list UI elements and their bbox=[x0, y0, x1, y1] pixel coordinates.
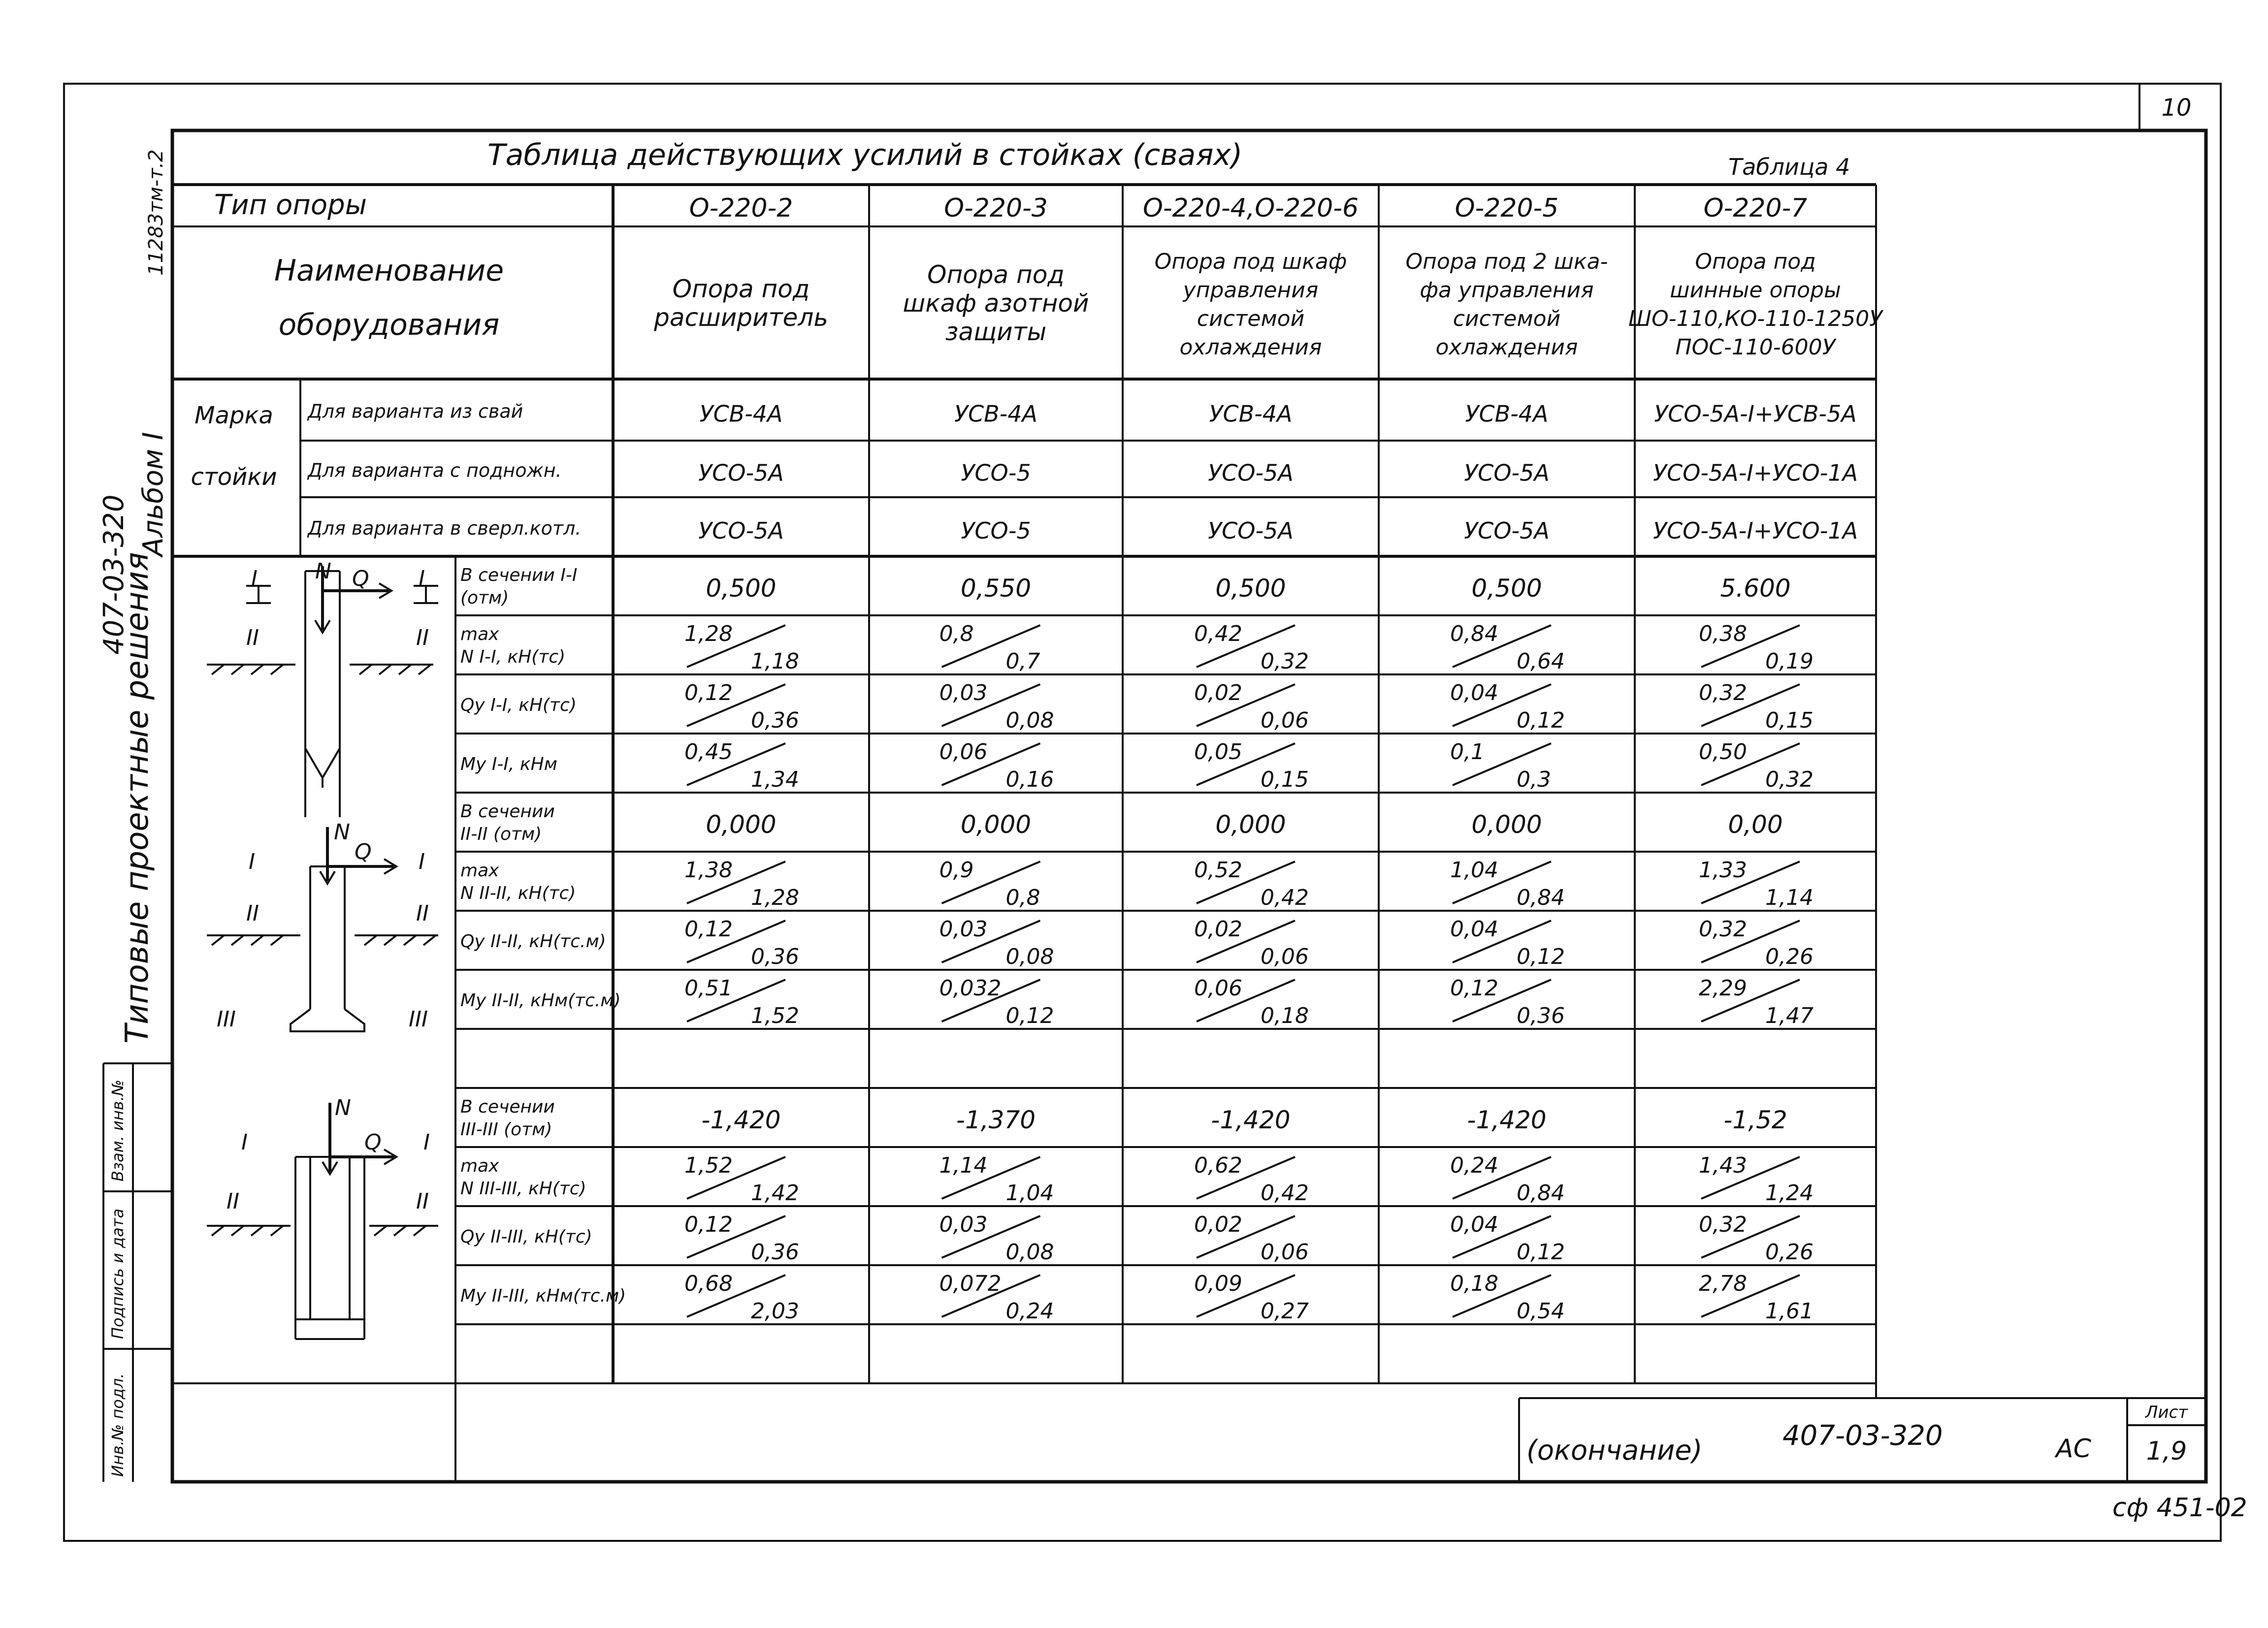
fraction-upper: 1,28 bbox=[684, 621, 733, 646]
type-header-label: Тип опоры bbox=[214, 189, 367, 221]
equipment-0: расширитель bbox=[654, 303, 828, 332]
parameter-label: max bbox=[460, 624, 499, 644]
fraction-upper: 0,42 bbox=[1194, 621, 1242, 646]
fraction-lower: 0,18 bbox=[1261, 1003, 1309, 1028]
parameter-label: (отм) bbox=[460, 588, 509, 608]
marka-value: УСО-5 bbox=[961, 517, 1031, 544]
equipment-header-label: Наименование bbox=[274, 254, 504, 288]
section-elevation: -1,420 bbox=[1211, 1106, 1291, 1134]
fraction-lower: 1,24 bbox=[1765, 1181, 1814, 1206]
fraction-upper: 0,032 bbox=[939, 976, 1002, 1001]
fraction-lower: 0,15 bbox=[1261, 767, 1309, 792]
fraction-lower: 1,47 bbox=[1765, 1003, 1814, 1028]
parameter-label: Mу II-II, кНм(тс.м) bbox=[460, 990, 621, 1011]
fraction-upper: 0,06 bbox=[939, 739, 988, 765]
fraction-lower: 0,06 bbox=[1261, 944, 1309, 969]
fraction-upper: 0,072 bbox=[939, 1271, 1002, 1296]
stamp-label-2: Подпись и дата bbox=[108, 1208, 127, 1339]
section-mark-ii: II bbox=[246, 901, 259, 926]
fraction-lower: 0,12 bbox=[1005, 1003, 1054, 1028]
parameter-label: Mу II-III, кНм(тс.м) bbox=[460, 1286, 626, 1306]
fraction-lower: 1,18 bbox=[751, 649, 799, 674]
marka-variant-label: Для варианта с подножн. bbox=[308, 459, 562, 481]
fraction-upper: 0,02 bbox=[1194, 917, 1242, 942]
equipment-2: системой bbox=[1197, 306, 1305, 331]
fraction-lower: 0,15 bbox=[1765, 708, 1814, 733]
fraction-upper: 0,50 bbox=[1699, 739, 1747, 765]
marka-value: УСО-5А bbox=[1464, 517, 1550, 544]
fraction-upper: 0,8 bbox=[939, 621, 974, 646]
fraction-upper: 0,12 bbox=[684, 680, 733, 705]
fraction-upper: 0,04 bbox=[1450, 917, 1498, 942]
project-number: 407-03-320 bbox=[98, 494, 130, 655]
fraction-lower: 1,14 bbox=[1765, 885, 1814, 910]
fraction-lower: 0,42 bbox=[1261, 1181, 1309, 1206]
fraction-upper: 1,33 bbox=[1699, 858, 1747, 883]
parameter-label: N III-III, кН(тс) bbox=[460, 1179, 586, 1199]
parameter-label: Qу I-I, кН(тс) bbox=[460, 695, 577, 715]
fraction-upper: 2,78 bbox=[1699, 1271, 1747, 1296]
fraction-upper: 0,12 bbox=[1450, 976, 1498, 1001]
fraction-lower: 0,27 bbox=[1261, 1299, 1309, 1324]
section-elevation: -1,420 bbox=[701, 1106, 781, 1134]
section-mark-ii-right: II bbox=[416, 625, 429, 650]
marka-variant-label: Для варианта из свай bbox=[308, 400, 523, 422]
section-mark-i-right: I bbox=[423, 1130, 430, 1155]
section-mark-ii: II bbox=[246, 625, 259, 650]
fraction-upper: 0,12 bbox=[684, 917, 733, 942]
section-elevation: -1,370 bbox=[956, 1106, 1036, 1134]
diagram-section-2 bbox=[207, 827, 438, 1031]
fraction-lower: 0,7 bbox=[1005, 649, 1040, 674]
diagram-section-1 bbox=[207, 566, 438, 817]
title-note: (окончание) bbox=[1526, 1435, 1703, 1467]
type-1: О-220-3 bbox=[944, 193, 1048, 223]
section-elevation: 0,000 bbox=[706, 810, 777, 839]
fraction-upper: 0,9 bbox=[939, 858, 974, 883]
force-n-label: N bbox=[335, 1095, 351, 1120]
section-elevation: 0,000 bbox=[960, 810, 1032, 839]
outer-frame bbox=[64, 84, 2221, 1541]
section-elevation: 0,550 bbox=[960, 574, 1032, 603]
fraction-lower: 0,08 bbox=[1005, 944, 1054, 969]
fraction-lower: 0,84 bbox=[1517, 1181, 1565, 1206]
fraction-upper: 0,24 bbox=[1450, 1153, 1498, 1178]
fraction-lower: 0,08 bbox=[1005, 1240, 1054, 1265]
table-title: Таблица действующих усилий в стойках (сваях) bbox=[487, 138, 1243, 172]
parameter-label: max bbox=[460, 861, 499, 881]
equipment-3: охлаждения bbox=[1435, 335, 1578, 360]
section-elevation: 0,500 bbox=[706, 574, 777, 603]
equipment-2: Опора под шкаф bbox=[1154, 249, 1347, 274]
section-elevation: 5.600 bbox=[1720, 574, 1791, 603]
fraction-lower: 0,3 bbox=[1517, 767, 1551, 792]
equipment-4: ПОС-110-600У bbox=[1675, 335, 1836, 360]
sheet-number: 1,9 bbox=[2146, 1436, 2187, 1466]
equipment-header-label: оборудования bbox=[278, 308, 500, 342]
parameter-label: В сечении bbox=[460, 801, 555, 822]
fraction-lower: 0,26 bbox=[1765, 1240, 1814, 1265]
fraction-lower: 0,19 bbox=[1765, 649, 1814, 674]
fraction-lower: 0,36 bbox=[1517, 1003, 1565, 1028]
marka-value: УСО-5 bbox=[961, 459, 1031, 486]
marka-label: Марка bbox=[194, 402, 273, 429]
parameter-label: N I-I, кН(тс) bbox=[460, 647, 566, 667]
section-elevation: -1,52 bbox=[1723, 1106, 1787, 1134]
fraction-lower: 0,84 bbox=[1517, 885, 1565, 910]
equipment-2: управления bbox=[1183, 278, 1319, 303]
equipment-1: Опора под bbox=[927, 260, 1065, 289]
section-elevation: 0,00 bbox=[1728, 810, 1783, 839]
type-4: О-220-7 bbox=[1703, 193, 1808, 223]
force-q-label: Q bbox=[352, 566, 369, 591]
title-doc-number: 407-03-320 bbox=[1782, 1420, 1943, 1452]
fraction-upper: 0,62 bbox=[1194, 1153, 1242, 1178]
fraction-upper: 1,04 bbox=[1450, 858, 1498, 883]
fraction-lower: 0,54 bbox=[1517, 1299, 1565, 1324]
equipment-3: Опора под 2 шка- bbox=[1405, 249, 1608, 274]
equipment-1: защиты bbox=[945, 318, 1047, 346]
fraction-upper: 0,06 bbox=[1194, 976, 1242, 1001]
section-elevation: 0,000 bbox=[1471, 810, 1542, 839]
force-n-label: N bbox=[315, 559, 331, 584]
fraction-lower: 0,12 bbox=[1517, 1240, 1565, 1265]
fraction-lower: 2,03 bbox=[751, 1299, 799, 1324]
fraction-upper: 0,05 bbox=[1194, 739, 1242, 765]
parameter-label: N II-II, кН(тс) bbox=[460, 883, 576, 903]
fraction-lower: 0,8 bbox=[1005, 885, 1040, 910]
section-elevation: 0,000 bbox=[1215, 810, 1286, 839]
marka-value: УСО-5А bbox=[1208, 517, 1294, 544]
fraction-upper: 0,03 bbox=[939, 1212, 988, 1237]
marka-value: УСО-5А-I+УСО-1А bbox=[1652, 517, 1858, 544]
section-mark-i-right: I bbox=[419, 566, 425, 591]
stamp-label-3: Инв.№ подл. bbox=[108, 1373, 127, 1477]
marka-value: УСВ-4А bbox=[1209, 400, 1293, 427]
fraction-lower: 1,61 bbox=[1765, 1299, 1814, 1324]
type-3: О-220-5 bbox=[1455, 193, 1559, 223]
section-mark-ii-right: II bbox=[416, 1189, 429, 1214]
fraction-upper: 0,03 bbox=[939, 680, 988, 705]
fraction-lower: 0,36 bbox=[751, 944, 799, 969]
fraction-lower: 0,16 bbox=[1005, 767, 1054, 792]
fraction-upper: 0,04 bbox=[1450, 1212, 1498, 1237]
footer-code: сф 451-02 bbox=[2112, 1493, 2247, 1523]
equipment-1: шкаф азотной bbox=[903, 289, 1089, 318]
marka-variant-label: Для варианта в сверл.котл. bbox=[308, 517, 582, 539]
type-0: О-220-2 bbox=[689, 193, 793, 223]
fraction-upper: 1,43 bbox=[1699, 1153, 1747, 1178]
page-number: 10 bbox=[2161, 94, 2192, 122]
section-mark-i-right: I bbox=[419, 849, 425, 874]
fraction-upper: 0,45 bbox=[684, 739, 733, 765]
fraction-lower: 1,28 bbox=[751, 885, 799, 910]
equipment-3: фа управления bbox=[1420, 278, 1594, 303]
fraction-upper: 0,03 bbox=[939, 917, 988, 942]
section-elevation: 0,500 bbox=[1215, 574, 1286, 603]
fraction-upper: 0,18 bbox=[1450, 1271, 1498, 1296]
parameter-label: III-III (отм) bbox=[460, 1119, 552, 1140]
fraction-lower: 1,42 bbox=[751, 1181, 799, 1206]
fraction-lower: 0,06 bbox=[1261, 708, 1309, 733]
parameter-label: Mу I-I, кНм bbox=[460, 754, 557, 774]
fraction-upper: 0,02 bbox=[1194, 680, 1242, 705]
title-mark: АС bbox=[2056, 1434, 2091, 1464]
fraction-lower: 0,64 bbox=[1517, 649, 1565, 674]
section-mark-iii-right: III bbox=[409, 1007, 428, 1032]
section-mark-ii: II bbox=[227, 1189, 239, 1214]
parameter-label: Qу II-III, кН(тс) bbox=[460, 1227, 592, 1247]
section-mark-iii: III bbox=[217, 1007, 236, 1032]
fraction-lower: 0,12 bbox=[1517, 708, 1565, 733]
marka-value: УСВ-4А bbox=[699, 400, 783, 427]
fraction-lower: 0,06 bbox=[1261, 1240, 1309, 1265]
code-label: 11283тм-т.2 bbox=[145, 149, 167, 276]
marka-value: УСО-5А-I+УСВ-5А bbox=[1654, 400, 1857, 427]
fraction-upper: 0,84 bbox=[1450, 621, 1498, 646]
fraction-upper: 0,38 bbox=[1699, 621, 1747, 646]
series-title: Типовые проектные решения bbox=[119, 552, 156, 1044]
section-mark-i: I bbox=[241, 1130, 248, 1155]
fraction-upper: 0,32 bbox=[1699, 680, 1747, 705]
fraction-lower: 0,32 bbox=[1261, 649, 1309, 674]
equipment-3: системой bbox=[1453, 306, 1561, 331]
parameter-label: max bbox=[460, 1156, 499, 1176]
marka-value: УСВ-4А bbox=[954, 400, 1038, 427]
fraction-upper: 0,68 bbox=[684, 1271, 733, 1296]
fraction-lower: 0,26 bbox=[1765, 944, 1814, 969]
parameter-label: В сечении bbox=[460, 1097, 555, 1117]
equipment-4: шинные опоры bbox=[1670, 278, 1841, 303]
fraction-upper: 0,52 bbox=[1194, 858, 1242, 883]
section-elevation: 0,500 bbox=[1471, 574, 1542, 603]
fraction-upper: 0,32 bbox=[1699, 917, 1747, 942]
fraction-upper: 0,04 bbox=[1450, 680, 1498, 705]
fraction-upper: 0,12 bbox=[684, 1212, 733, 1237]
fraction-upper: 0,51 bbox=[684, 976, 733, 1001]
marka-label: стойки bbox=[191, 463, 277, 491]
marka-value: УСО-5А bbox=[1208, 459, 1294, 486]
fraction-lower: 0,08 bbox=[1005, 708, 1054, 733]
marka-value: УСВ-4А bbox=[1465, 400, 1549, 427]
section-mark-ii-right: II bbox=[416, 901, 429, 926]
fraction-upper: 1,52 bbox=[684, 1153, 733, 1178]
marka-value: УСО-5А bbox=[698, 517, 784, 544]
equipment-0: Опора под bbox=[672, 275, 810, 303]
table-cells bbox=[191, 189, 1884, 1324]
force-n-label: N bbox=[334, 820, 350, 845]
marka-value: УСО-5А bbox=[698, 459, 784, 486]
section-mark-i: I bbox=[249, 849, 255, 874]
force-q-label: Q bbox=[364, 1130, 382, 1155]
fraction-upper: 2,29 bbox=[1699, 976, 1747, 1001]
fraction-lower: 0,24 bbox=[1005, 1299, 1054, 1324]
marka-value: УСО-5А-I+УСО-1А bbox=[1652, 459, 1858, 486]
fraction-upper: 0,1 bbox=[1450, 739, 1485, 765]
equipment-2: охлаждения bbox=[1179, 335, 1322, 360]
fraction-upper: 0,02 bbox=[1194, 1212, 1242, 1237]
fraction-lower: 0,36 bbox=[751, 708, 799, 733]
equipment-4: Опора под bbox=[1695, 249, 1816, 274]
fraction-lower: 1,52 bbox=[751, 1003, 799, 1028]
fraction-upper: 1,14 bbox=[939, 1153, 988, 1178]
fraction-lower: 0,42 bbox=[1261, 885, 1309, 910]
fraction-upper: 0,32 bbox=[1699, 1212, 1747, 1237]
sheet-label: Лист bbox=[2145, 1403, 2188, 1422]
album-label: Альбом I bbox=[137, 432, 169, 556]
force-q-label: Q bbox=[355, 839, 372, 864]
stamp-label-1: Взам. инв.№ bbox=[108, 1079, 127, 1181]
parameter-label: Qу II-II, кН(тс.м) bbox=[460, 931, 606, 952]
fraction-lower: 0,12 bbox=[1517, 944, 1565, 969]
type-2: О-220-4,О-220-6 bbox=[1142, 193, 1359, 223]
table-number: Таблица 4 bbox=[1728, 154, 1850, 180]
fraction-lower: 1,04 bbox=[1005, 1181, 1054, 1206]
parameter-label: II-II (отм) bbox=[460, 824, 542, 844]
parameter-label: В сечении I-I bbox=[460, 565, 578, 585]
fraction-lower: 1,34 bbox=[751, 767, 799, 792]
equipment-4: ШО-110,КО-110-1250У bbox=[1628, 306, 1882, 331]
fraction-lower: 0,36 bbox=[751, 1240, 799, 1265]
fraction-upper: 1,38 bbox=[684, 858, 733, 883]
marka-value: УСО-5А bbox=[1464, 459, 1550, 486]
fraction-upper: 0,09 bbox=[1194, 1271, 1242, 1296]
section-mark-i: I bbox=[251, 566, 258, 591]
fraction-lower: 0,32 bbox=[1765, 767, 1814, 792]
section-elevation: -1,420 bbox=[1467, 1106, 1547, 1134]
